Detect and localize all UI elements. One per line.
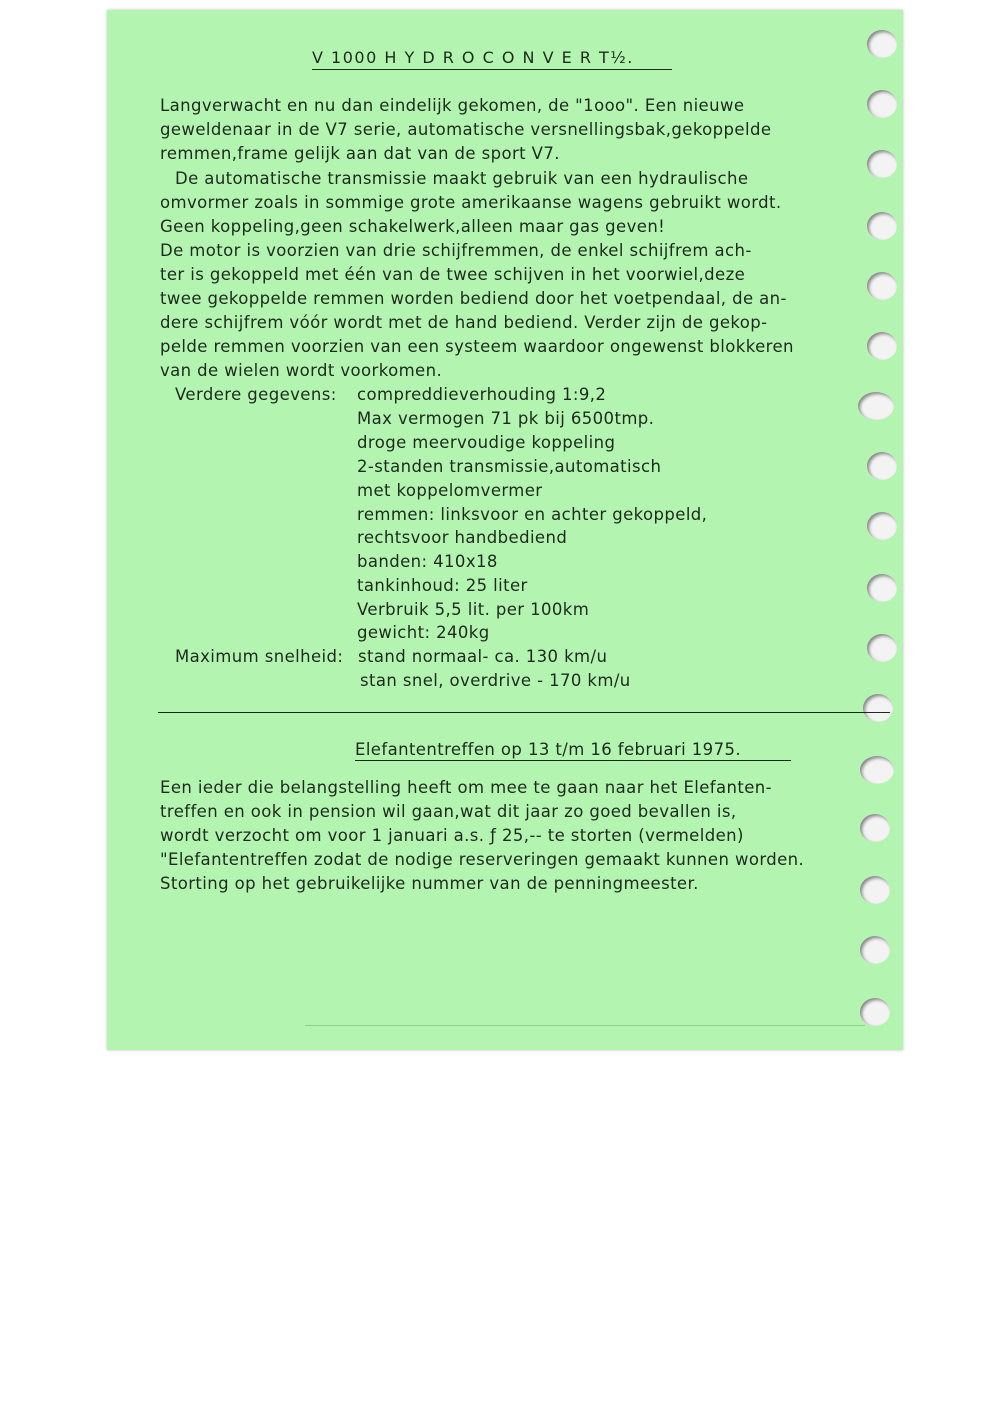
paragraph-line: De motor is voorzien van drie schijfremmen, de enkel schijfrem ach- xyxy=(160,241,752,260)
binder-hole xyxy=(860,876,890,904)
specs-label: Verdere gegevens: xyxy=(175,385,337,404)
paragraph-line: treffen en ook in pension wil gaan,wat dit jaar zo goed bevallen is, xyxy=(160,802,737,821)
binder-hole xyxy=(858,392,894,420)
paragraph-line: geweldenaar in de V7 serie, automatische versnellingsbak,gekoppelde xyxy=(160,120,772,139)
spec-line: Max vermogen 71 pk bij 6500tmp. xyxy=(357,409,655,428)
spec-line: met koppelomvermer xyxy=(357,481,543,500)
binder-hole xyxy=(860,998,890,1026)
speed-label: Maximum snelheid: xyxy=(175,647,344,666)
paragraph-line: wordt verzocht om voor 1 januari a.s. ƒ 25,-- te storten (vermelden) xyxy=(160,826,744,845)
paragraph-line: "Elefantentreffen zodat de nodige reserveringen gemaakt kunnen worden. xyxy=(160,850,805,869)
article-title: V 1000 H Y D R O C O N V E R T½. xyxy=(312,48,672,70)
binder-hole xyxy=(867,452,897,480)
paragraph-line: dere schijfrem vóór wordt met de hand bediend. Verder zijn de gekop- xyxy=(160,313,768,332)
paragraph-line: Langverwacht en nu dan eindelijk gekomen, de "1ooo". Een nieuwe xyxy=(160,96,745,115)
spec-line: Verbruik 5,5 lit. per 100km xyxy=(357,600,590,619)
binder-hole xyxy=(860,814,890,842)
binder-hole xyxy=(867,332,897,360)
binder-hole xyxy=(867,634,897,662)
paragraph-line: remmen,frame gelijk aan dat van de sport V7. xyxy=(160,144,560,163)
binder-hole xyxy=(867,90,897,118)
paragraph-line: ter is gekoppeld met één van de twee schijven in het voorwiel,deze xyxy=(160,265,746,284)
spec-line: banden: 410x18 xyxy=(357,552,498,571)
paragraph-line: pelde remmen voorzien van een systeem waardoor ongewenst blokkeren xyxy=(160,337,794,356)
spec-line: compreddieverhouding 1:9,2 xyxy=(357,385,607,404)
binder-hole xyxy=(860,936,890,964)
binder-hole xyxy=(863,694,893,722)
binder-hole xyxy=(867,272,897,300)
faint-line xyxy=(305,1025,865,1026)
binder-hole xyxy=(867,512,897,540)
paragraph-line: Storting op het gebruikelijke nummer van de penningmeester. xyxy=(160,874,699,893)
speed-line: stan snel, overdrive - 170 km/u xyxy=(360,671,631,690)
spec-line: rechtsvoor handbediend xyxy=(357,528,568,547)
binder-hole xyxy=(867,30,897,58)
binder-hole xyxy=(867,574,897,602)
spec-line: tankinhoud: 25 liter xyxy=(357,576,528,595)
paragraph-line: van de wielen wordt voorkomen. xyxy=(160,361,443,380)
binder-hole xyxy=(867,150,897,178)
section-divider xyxy=(158,712,890,713)
paragraph-line: De automatische transmissie maakt gebruik van een hydraulische xyxy=(175,169,749,188)
spec-line: droge meervoudige koppeling xyxy=(357,433,616,452)
paragraph-line: twee gekoppelde remmen worden bediend door het voetpendaal, de an- xyxy=(160,289,787,308)
article-title: Elefantentreffen op 13 t/m 16 februari 1975. xyxy=(355,740,791,761)
spec-line: gewicht: 240kg xyxy=(357,623,490,642)
binder-hole xyxy=(867,212,897,240)
spec-line: remmen: linksvoor en achter gekoppeld, xyxy=(357,505,708,524)
paragraph-line: omvormer zoals in sommige grote amerikaanse wagens gebruikt wordt. xyxy=(160,193,782,212)
speed-line: stand normaal- ca. 130 km/u xyxy=(358,647,608,666)
binder-hole xyxy=(860,756,894,784)
spec-line: 2-standen transmissie,automatisch xyxy=(357,457,662,476)
paragraph-line: Een ieder die belangstelling heeft om mee te gaan naar het Elefanten- xyxy=(160,778,773,797)
paragraph-line: Geen koppeling,geen schakelwerk,alleen maar gas geven! xyxy=(160,217,666,236)
